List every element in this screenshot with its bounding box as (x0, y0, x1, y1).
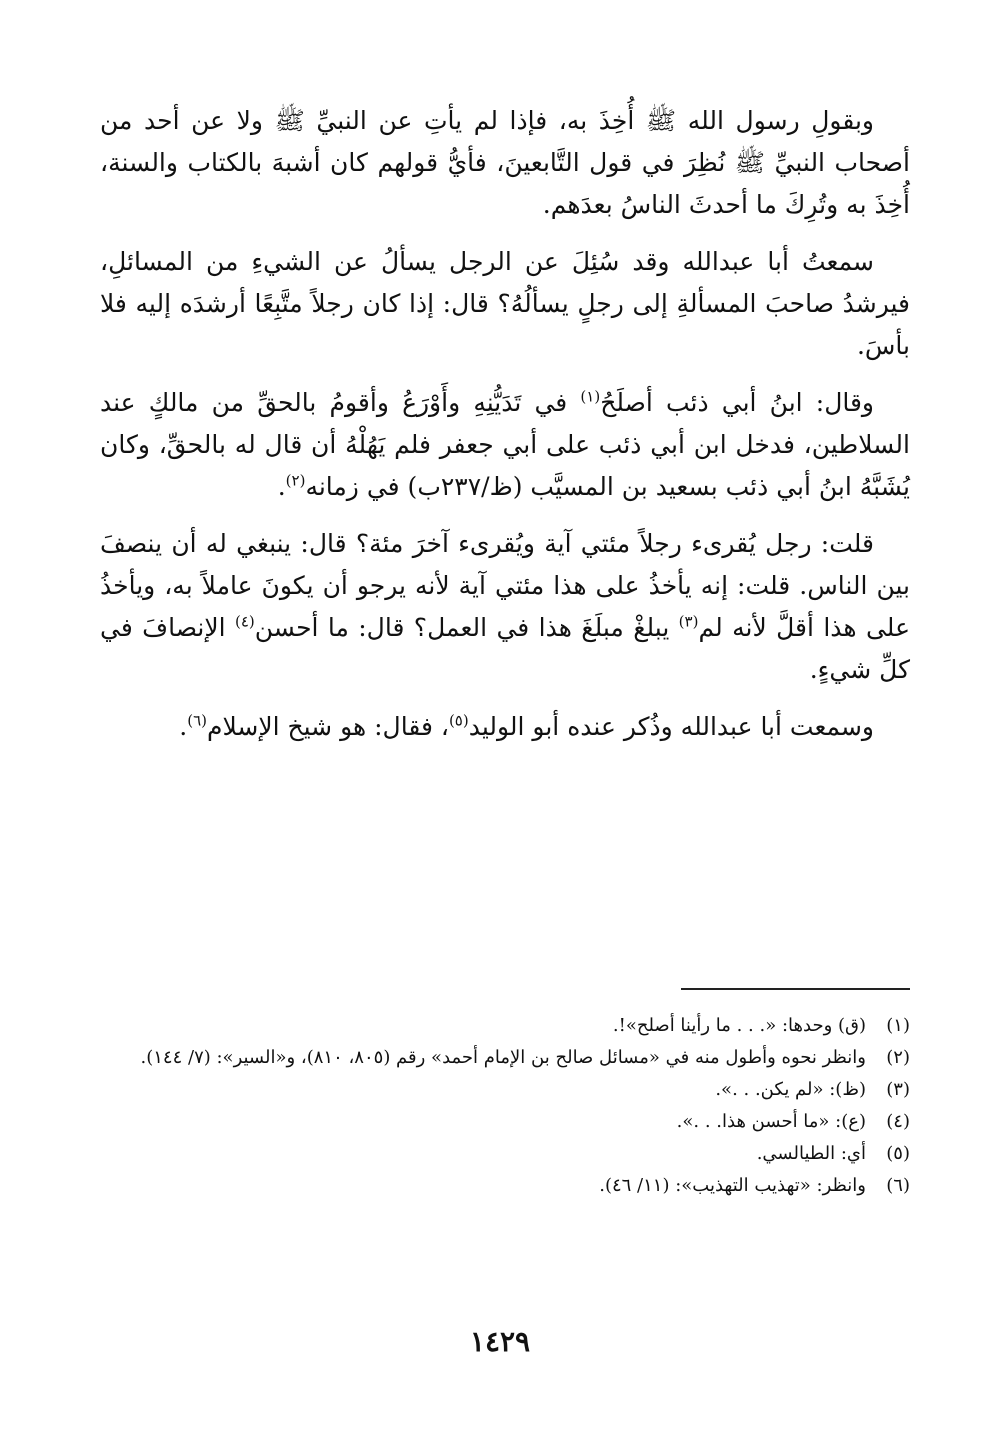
footnote-separator (681, 988, 910, 990)
paragraph-text: الإنصافَ في كلِّ شيءٍ. (100, 613, 910, 684)
footnote-text: وانظر نحوه وأطول منه في «مسائل صالح بن الإمام أحمد» رقم (٨٠٥، ٨١٠)، و«السير»: (٧/ ١٤٤). (140, 1047, 866, 1068)
paragraph-text: في تَدَيُّنِهِ وأَوْرَعُ وأقومُ بالحقِّ من مالكٍ عند السلاطين، فدخل ابن أبي ذئب على أبي جعفر فلم يَهُلْهُ أن قال له بالحقِّ، وكان يُشَبَّهُ ابنُ أبي ذئب بسعيد بن المسيَّب (ظ/٢٣٧ب) في زمانه (100, 388, 910, 501)
page-number: ١٤٢٩ (469, 1325, 531, 1358)
footnote (100, 1010, 910, 1042)
footnote-number: (٢) (886, 1047, 910, 1068)
paragraph-text: وسمعت أبا عبدالله وذُكر عنده أبو الوليد (468, 712, 874, 741)
paragraph (100, 523, 910, 691)
footnote (100, 1042, 910, 1074)
footnote (100, 1074, 910, 1106)
footnote-text: وانظر: «تهذيب التهذيب»: (١١/ ٤٦). (599, 1175, 866, 1196)
footnote-number: (٦) (886, 1175, 910, 1196)
footnote (100, 1170, 910, 1202)
paragraph-text: . (277, 472, 286, 501)
footnote-marker: (١) (580, 387, 601, 406)
paragraph-text: يبلغْ مبلَغَ هذا في العمل؟ قال: ما أحسن (254, 613, 679, 642)
footnote-marker: (٦) (187, 711, 207, 730)
paragraph (100, 100, 910, 226)
main-text (100, 100, 910, 763)
footnote-text: أي: الطيالسي. (756, 1143, 866, 1164)
footnote-text: (ع): «ما أحسن هذا. . .». (676, 1111, 866, 1132)
paragraph-text: . (179, 712, 188, 741)
footnote-text: (ق) وحدها: «. . . ما رأينا أصلح»!. (612, 1015, 866, 1036)
footnote-text: (ظ): «لم يكن. . .». (715, 1079, 866, 1100)
paragraph (100, 382, 910, 508)
footnote-marker: (٤) (234, 612, 255, 631)
paragraph-text: قلت: رجل يُقرىء رجلاً مئتي آية ويُقرىء آخرَ مئة؟ قال: ينبغي له أن ينصفَ بين الناس. قلت: إنه يأخذُ على هذا مئتي آية لأنه يرجو أن يكونَ عاملاً به، ويأخذُ على هذا أقلَّ لأنه لم (100, 529, 910, 642)
paragraph-text: ، فقال: هو شيخ الإسلام (207, 712, 449, 741)
paragraph-text: وبقولِ رسول الله ﷺ أُخِذَ به، فإذا لم يأتِ عن النبيِّ ﷺ ولا عن أحد من أصحاب النبيِّ ﷺ نُظِرَ في قول التَّابعينَ، فأيُّ قولهم كان أشبهَ بالكتاب والسنة، أُخِذَ به وتُرِكَ ما أحدثَ الناسُ بعدَهم. (100, 106, 910, 219)
paragraph (100, 706, 910, 748)
footnotes (100, 1010, 910, 1202)
footnote (100, 1138, 910, 1170)
footnote-number: (٣) (886, 1079, 910, 1100)
paragraph-text: سمعتُ أبا عبدالله وقد سُئِلَ عن الرجل يسألُ عن الشيءِ من المسائلِ، فيرشدُ صاحبَ المسألةِ إلى رجلٍ يسألُهُ؟ قال: إذا كان رجلاً متَّبِعًا أرشدَه إليه فلا بأسَ. (100, 247, 910, 360)
footnote-number: (٥) (886, 1143, 910, 1164)
footnote-marker: (٢) (285, 471, 306, 490)
footnote-marker: (٥) (448, 711, 469, 730)
footnote-number: (٤) (886, 1111, 910, 1132)
footnote (100, 1106, 910, 1138)
footnote-number: (١) (886, 1015, 910, 1036)
footnote-marker: (٣) (678, 612, 699, 631)
paragraph (100, 241, 910, 367)
paragraph-text: وقال: ابنُ أبي ذئب أصلَحُ (600, 388, 874, 417)
